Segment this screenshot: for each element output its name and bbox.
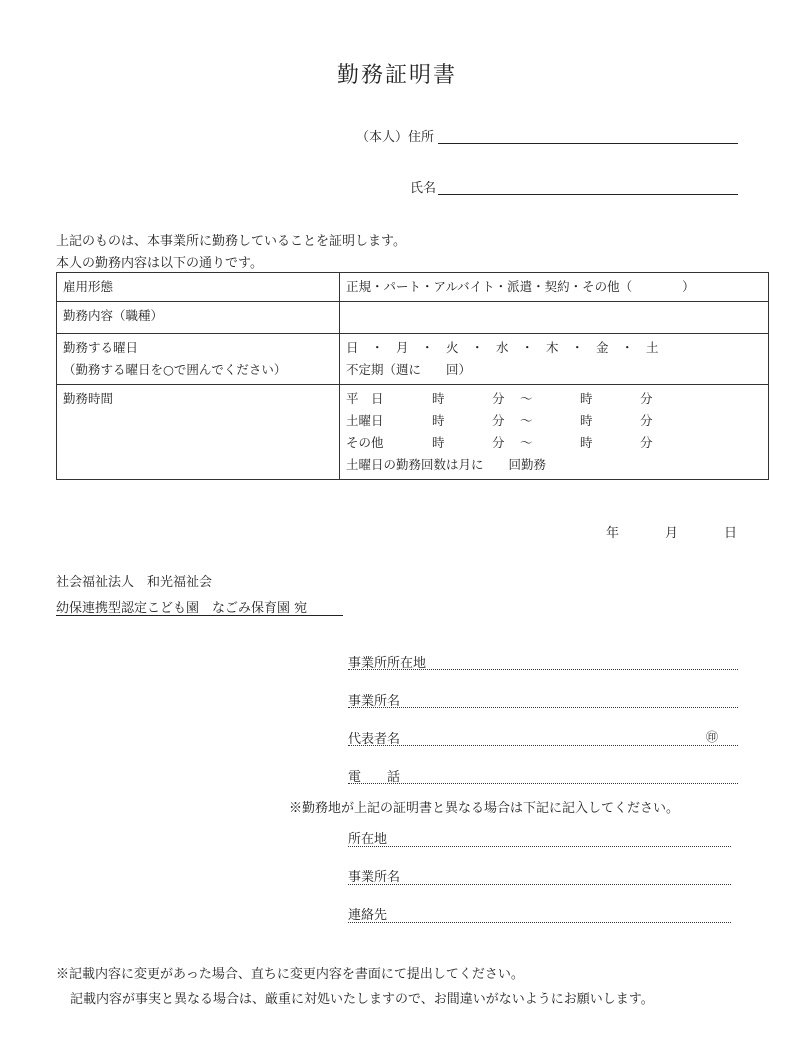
recipient-line-2: 幼保連携型認定こども園 なごみ保育園 宛 bbox=[56, 601, 308, 616]
page-title: 勤務証明書 bbox=[336, 63, 457, 88]
table-row bbox=[57, 334, 769, 385]
table-row bbox=[57, 385, 769, 480]
employment-type-label: 雇用形態 bbox=[57, 273, 340, 302]
table-row bbox=[57, 273, 769, 302]
days-irregular[interactable]: 不定期（週に 回） bbox=[346, 362, 472, 377]
alt-contact-field[interactable] bbox=[348, 922, 731, 923]
footer-note-1: ※記載内容に変更があった場合、直ちに変更内容を書面にて提出してください。 bbox=[56, 967, 524, 982]
date-year: 年 bbox=[606, 526, 620, 541]
date-day: 日 bbox=[724, 526, 738, 541]
footer-note-2: 記載内容が事実と異なる場合は、厳重に対処いたしますので、お間違いがないようにお願いします。 bbox=[70, 992, 654, 1007]
days-label-line-1: 勤務する曜日 bbox=[63, 340, 139, 355]
hours-row-saturday[interactable]: 土曜日 時 分 ～ 時 分 bbox=[346, 413, 653, 428]
seal-mark: ㊞ bbox=[706, 730, 719, 744]
intro-line-1: 上記のものは、本事業所に勤務していることを証明します。 bbox=[56, 234, 406, 249]
work-details-table bbox=[56, 272, 769, 480]
employer-address-label: 事業所所在地 bbox=[348, 656, 427, 671]
employer-rep-label: 代表者名 bbox=[348, 732, 401, 747]
days-field[interactable] bbox=[340, 334, 769, 385]
table-row bbox=[57, 302, 769, 334]
employer-rep-field[interactable] bbox=[348, 745, 738, 746]
days-options[interactable]: 日 ・ 月 ・ 火 ・ 水 ・ 木 ・ 金 ・ 土 bbox=[346, 340, 659, 355]
alt-contact-label: 連絡先 bbox=[348, 908, 388, 923]
applicant-address-field[interactable] bbox=[438, 143, 738, 144]
days-label bbox=[57, 334, 340, 385]
saturday-count[interactable]: 土曜日の勤務回数は月に 回勤務 bbox=[346, 457, 547, 472]
hours-row-weekday[interactable]: 平 日 時 分 ～ 時 分 bbox=[346, 391, 653, 406]
intro-line-2: 本人の勤務内容は以下の通りです。 bbox=[56, 256, 263, 271]
alt-address-field[interactable] bbox=[348, 846, 731, 847]
alt-name-label: 事業所名 bbox=[348, 870, 401, 885]
employer-name-label: 事業所名 bbox=[348, 694, 401, 709]
hours-row-other[interactable]: その他 時 分 ～ 時 分 bbox=[346, 435, 653, 450]
job-field[interactable] bbox=[340, 302, 769, 334]
employer-address-field[interactable] bbox=[348, 669, 738, 670]
applicant-name-label: 氏名 bbox=[410, 181, 437, 196]
alt-workplace-note: ※勤務地が上記の証明書と異なる場合は下記に記入してください。 bbox=[289, 801, 680, 816]
hours-label: 勤務時間 bbox=[57, 385, 340, 480]
date-month: 月 bbox=[665, 526, 679, 541]
applicant-address-label: （本人）住所 bbox=[356, 130, 435, 145]
recipient-underline bbox=[56, 615, 343, 616]
hours-field[interactable] bbox=[340, 385, 769, 480]
days-label-line-2: （勤務する曜日を○で囲んでください） bbox=[63, 362, 287, 377]
alt-name-field[interactable] bbox=[348, 884, 731, 885]
employer-phone-label: 電 話 bbox=[348, 770, 401, 785]
employer-phone-field[interactable] bbox=[348, 783, 738, 784]
job-label: 勤務内容（職種） bbox=[57, 302, 340, 334]
employer-name-field[interactable] bbox=[348, 707, 738, 708]
alt-address-label: 所在地 bbox=[348, 832, 388, 847]
employment-type-value[interactable]: 正規・パート・アルバイト・派遣・契約・その他（ ） bbox=[340, 273, 769, 302]
applicant-name-field[interactable] bbox=[438, 194, 738, 195]
recipient-line-1: 社会福祉法人 和光福祉会 bbox=[56, 575, 213, 590]
